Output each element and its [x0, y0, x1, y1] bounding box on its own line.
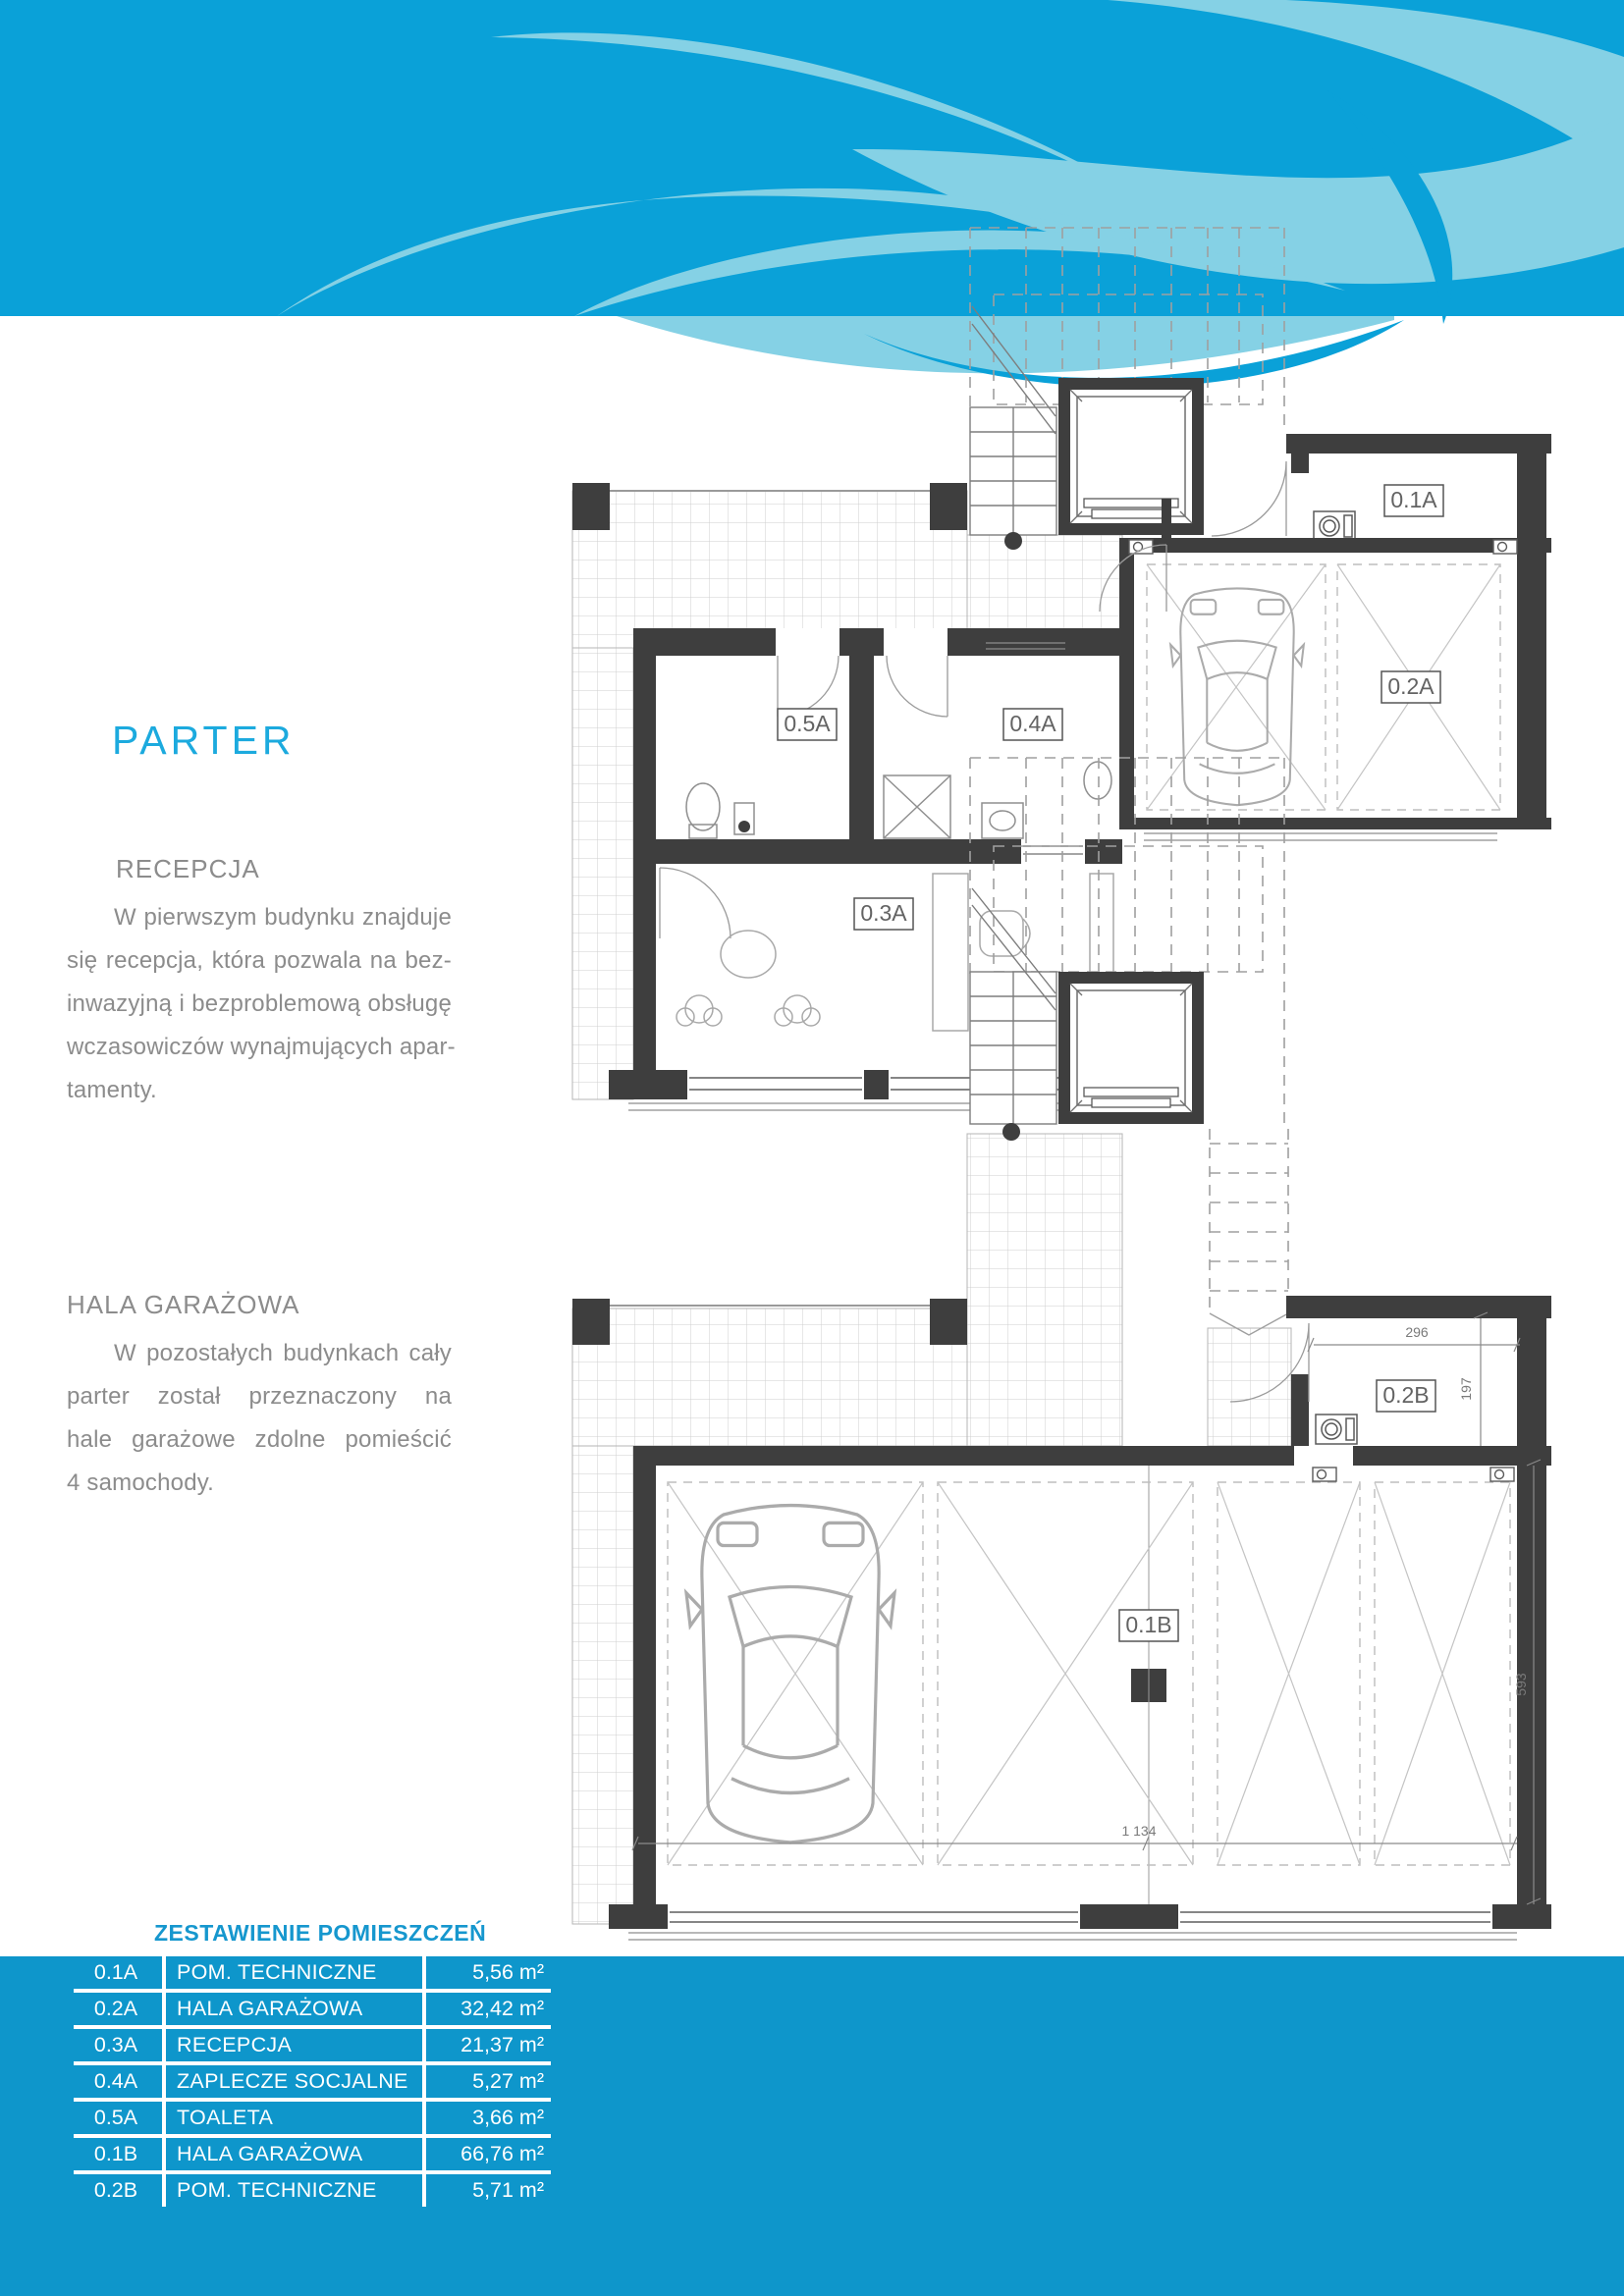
plan-b-garage-01b	[609, 1446, 1551, 1940]
room-label-01a	[1384, 485, 1443, 516]
room-label-01b	[1119, 1610, 1178, 1641]
paragraph-line: inwazyjną i bezproblemową obsługę	[67, 990, 452, 1017]
room-label-02b	[1377, 1380, 1435, 1412]
paragraph-line: tamenty.	[67, 1077, 157, 1103]
plan-a-garage-02a	[1119, 538, 1551, 840]
room-area: 21,37 m²	[460, 2033, 544, 2056]
room-name: RECEPCJA	[177, 2033, 293, 2056]
room-id: 0.1A	[93, 1960, 138, 1984]
plan-a-elevator-icon	[1058, 378, 1204, 535]
room-area: 5,71 m²	[472, 2178, 544, 2202]
plan-b-terrace-tiles	[572, 1134, 1291, 1924]
floor-plan-b	[572, 758, 1551, 1940]
room-id: 0.2A	[93, 1997, 138, 2020]
room-id: 0.4A	[93, 2069, 138, 2093]
room-area: 5,56 m²	[472, 1960, 544, 1984]
svg-text:0.1A: 0.1A	[1390, 487, 1437, 512]
dim-593: 593	[1513, 1673, 1529, 1696]
dim-1134: 1 134	[1121, 1823, 1157, 1839]
room-label-02a	[1381, 671, 1440, 703]
page-title: PARTER	[112, 718, 296, 763]
room-name: HALA GARAŻOWA	[177, 2142, 363, 2165]
svg-text:0.2A: 0.2A	[1387, 673, 1435, 699]
plan-b-elevator-icon	[1058, 972, 1204, 1124]
room-area: 3,66 m²	[472, 2106, 544, 2129]
room-id: 0.2B	[93, 2178, 138, 2202]
section-hala-heading: HALA GARAŻOWA	[67, 1290, 300, 1319]
paragraph-line: 4 samochody.	[67, 1469, 215, 1496]
room-name: TOALETA	[177, 2106, 274, 2129]
table-separator	[74, 2061, 551, 2065]
room-id: 0.3A	[93, 2033, 138, 2056]
plan-a-stairs	[970, 306, 1056, 535]
svg-text:0.1B: 0.1B	[1125, 1612, 1172, 1637]
plan-b-stairs	[970, 888, 1056, 1124]
room-name: POM. TECHNICZNE	[177, 2178, 377, 2202]
room-area: 66,76 m²	[460, 2142, 544, 2165]
table-separator	[74, 2170, 551, 2174]
room-label-05a	[778, 709, 837, 740]
plan-a-entry-dot	[1004, 532, 1022, 550]
table-separator	[74, 2134, 551, 2138]
paragraph-line: się recepcja, która pozwala na bez-	[67, 947, 452, 974]
plan-b-entry-dot	[1002, 1123, 1020, 1141]
room-area: 5,27 m²	[472, 2069, 544, 2093]
paragraph-line: W pierwszym budynku znajduje	[114, 904, 452, 931]
paragraph-line: wczasowiczów wynajmujących apar-	[67, 1034, 456, 1060]
section-recepcja-heading: RECEPCJA	[116, 854, 260, 883]
paragraph-line: hale garażowe zdolne pomieścić	[67, 1426, 452, 1453]
room-label-03a	[854, 898, 913, 930]
table-divider	[162, 1956, 166, 2207]
plan-b-dims-bottom	[632, 1460, 1541, 1904]
room-name: ZAPLECZE SOCJALNE	[177, 2069, 408, 2093]
dim-197: 197	[1458, 1377, 1474, 1401]
rooms-table-title: ZESTAWIENIE POMIESZCZEŃ	[154, 1920, 487, 1946]
table-separator	[74, 1989, 551, 1993]
room-label-04a	[1003, 709, 1062, 740]
room-id: 0.1B	[93, 2142, 138, 2165]
svg-text:0.2B: 0.2B	[1382, 1382, 1430, 1408]
svg-text:0.3A: 0.3A	[860, 900, 907, 926]
paragraph-line: W pozostałych budynkach cały	[114, 1340, 452, 1366]
svg-text:0.5A: 0.5A	[784, 711, 831, 736]
paragraph-line: parter został przeznaczony na	[67, 1383, 452, 1410]
room-id: 0.5A	[93, 2106, 138, 2129]
room-name: POM. TECHNICZNE	[177, 1960, 377, 1984]
svg-text:0.4A: 0.4A	[1009, 711, 1056, 736]
table-separator	[74, 2025, 551, 2029]
room-name: HALA GARAŻOWA	[177, 1997, 363, 2020]
room-area: 32,42 m²	[460, 1997, 544, 2020]
table-separator	[74, 2098, 551, 2102]
dim-296: 296	[1405, 1324, 1429, 1340]
